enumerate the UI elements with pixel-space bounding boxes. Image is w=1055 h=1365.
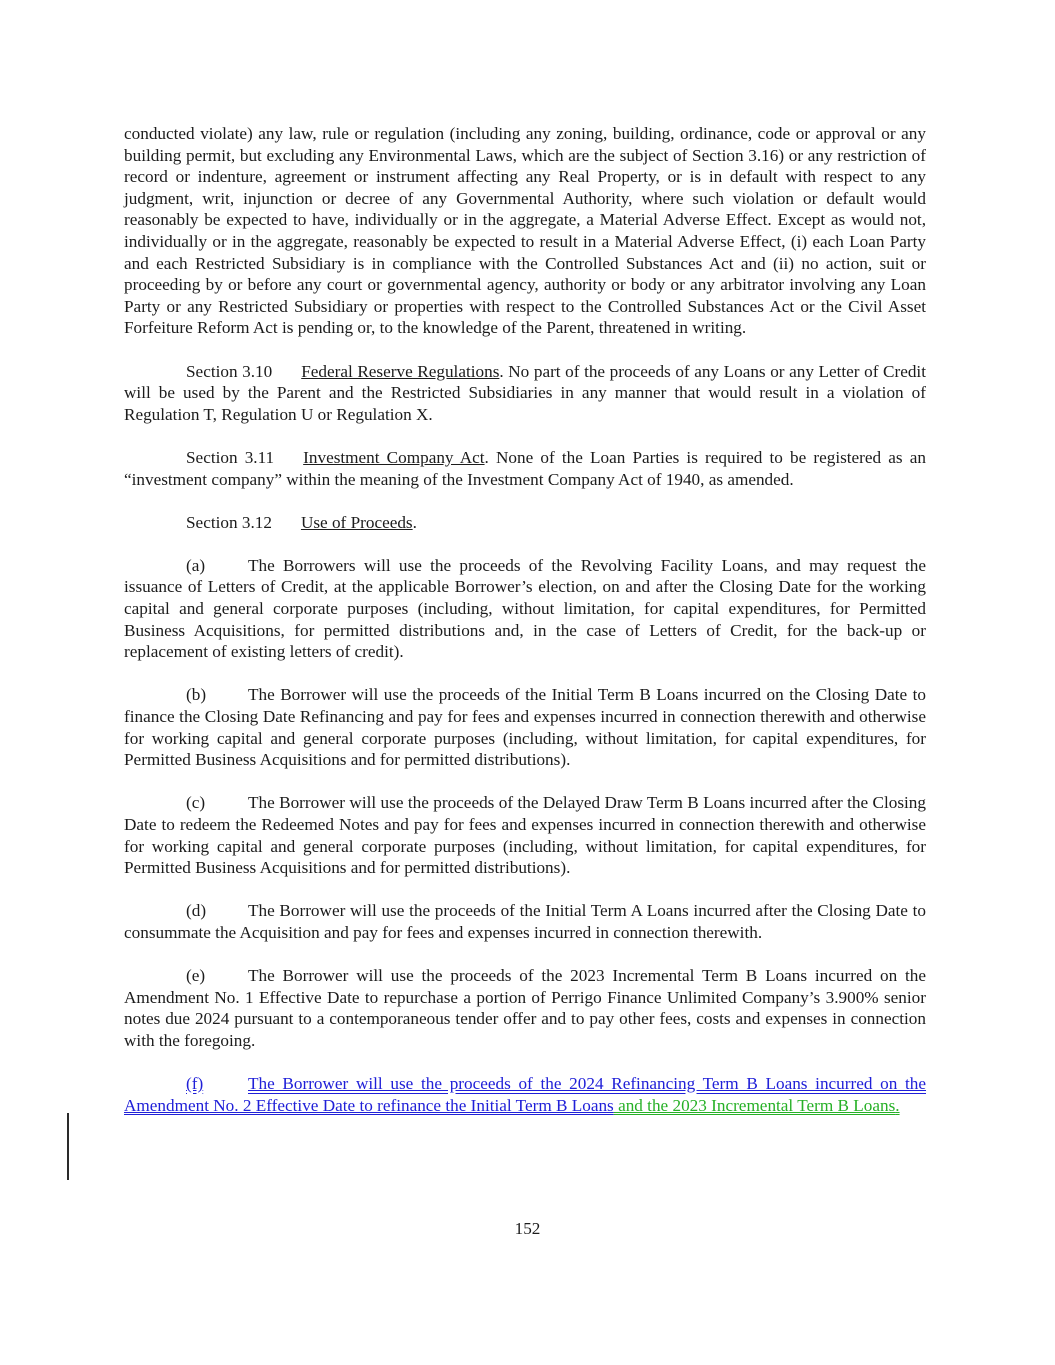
document-page: [124, 123, 926, 1116]
clause-text: The Borrower will use the proceeds of the Initial Term A Loans incurred after the Closing Date to consummate the Acquisition and pay for fees and expenses incurred in connection therewith.: [124, 901, 926, 942]
section-number: Section 3.11: [186, 447, 275, 467]
inserted-period: .: [895, 1095, 900, 1115]
section-title: Investment Company Act: [303, 447, 485, 467]
clause-text: The Borrower will use the proceeds of the Initial Term B Loans incurred on the Closing Date to finance the Closing Date Refinancing and pay for fees and expenses incurred in connection therewith and otherwise for working capital and general corporate purposes (including, without limitation, for capital expenditures, for Permitted Business Acquisitions and for permitted distributions).: [124, 685, 926, 770]
clause-label: (f): [186, 1074, 204, 1094]
section-3-11: [124, 447, 926, 490]
continuation-paragraph: conducted violate) any law, rule or regulation (including any zoning, building, ordinance, code or approval or any building permit, but excluding any Environmental Laws, which are the subject of Section 3.16) or any restriction of record or indenture, agreement or instrument affecting any Real Property, or is in default with respect to any judgment, writ, injunction or decree of any Governmental Authority, where such violation or default would reasonably be expected to have, individually or in the aggregate, a Material Adverse Effect. Except as would not, individually or in the aggregate, reasonably be expected to result in a Material Adverse Effect, (i) each Loan Party and each Restricted Subsidiary is in compliance with the Controlled Substances Act and (ii) no action, suit or proceeding by or before any court or governmental agency, authority or body or any arbitrator involving any Loan Party or any Restricted Subsidiary or properties with respect to the Controlled Substances Act or the Civil Asset Forfeiture Reform Act is pending or, to the knowledge of the Parent, threatened in writing.: [124, 124, 926, 338]
section-3-10: [124, 361, 926, 426]
clause-text: The Borrower will use the proceeds of the 2023 Incremental Term B Loans incurred on the Amendment No. 1 Effective Date to repurchase a portion of Perrigo Finance Unlimited Company’s 3.900% senior notes due 2024 pursuant to a contemporaneous tender offer and to pay other fees, costs and expenses in connection with the foregoing.: [124, 966, 926, 1050]
section-title: Federal Reserve Regulations: [301, 361, 500, 381]
clause-e: [124, 965, 926, 1051]
page-number: 152: [514, 1219, 541, 1238]
clause-b: [124, 684, 926, 770]
clause-d: [124, 900, 926, 943]
section-3-12: [124, 512, 926, 534]
section-title: Use of Proceeds: [300, 512, 413, 532]
section-body: . None of the Loan Parties is required to be registered as an “investment company” within the meaning of the Investment Company Act of 1940, as amended.: [124, 447, 926, 489]
section-body: .: [412, 512, 417, 532]
section-number: Section 3.12: [186, 512, 272, 532]
clause-text: The Borrowers will use the proceeds of the Revolving Facility Loans, and may request the issuance of Letters of Credit, at the applicable Borrower’s election, on and after the Closing Date for the working capital and general corporate purposes (including, without limitation, for capital expenditures, for Permitted Business Acquisitions, for permitted distributions and, in the case of Letters of Credit, for the back-up or replacement of existing letters of credit).: [124, 555, 926, 662]
clause-label: (a): [186, 555, 206, 575]
clause-label: (c): [186, 793, 206, 813]
clause-f-inserted: [124, 1073, 926, 1116]
clause-label: (e): [186, 966, 206, 986]
clause-text: The Borrower will use the proceeds of the Delayed Draw Term B Loans incurred after the Closing Date to redeem the Redeemed Notes and pay for fees and expenses incurred in connection therewith and otherwise for working capital and general corporate purposes (including, without limitation, for capital expenditures, for Permitted Business Acquisitions and for permitted distributions).: [124, 793, 926, 878]
inserted-text-blue: The Borrower will use the proceeds of the 2024 Refinancing Term B Loans incurred on the Amendment No. 2 Effective Date to refinance the Initial Term B Loans: [124, 1074, 926, 1115]
section-body: . No part of the proceeds of any Loans or any Letter of Credit will be used by the Parent and the Restricted Subsidiaries in any manner that would result in a violation of Regulation T, Regulation U or Regulation X.: [124, 361, 926, 424]
inserted-text-green: and the 2023 Incremental Term B Loans: [613, 1095, 896, 1115]
clause-c: [124, 792, 926, 878]
clause-label: (d): [186, 901, 207, 921]
clause-label: (b): [186, 685, 207, 705]
revision-change-bar: [67, 1113, 69, 1180]
section-number: Section 3.10: [186, 361, 273, 381]
clause-a: [124, 555, 926, 663]
